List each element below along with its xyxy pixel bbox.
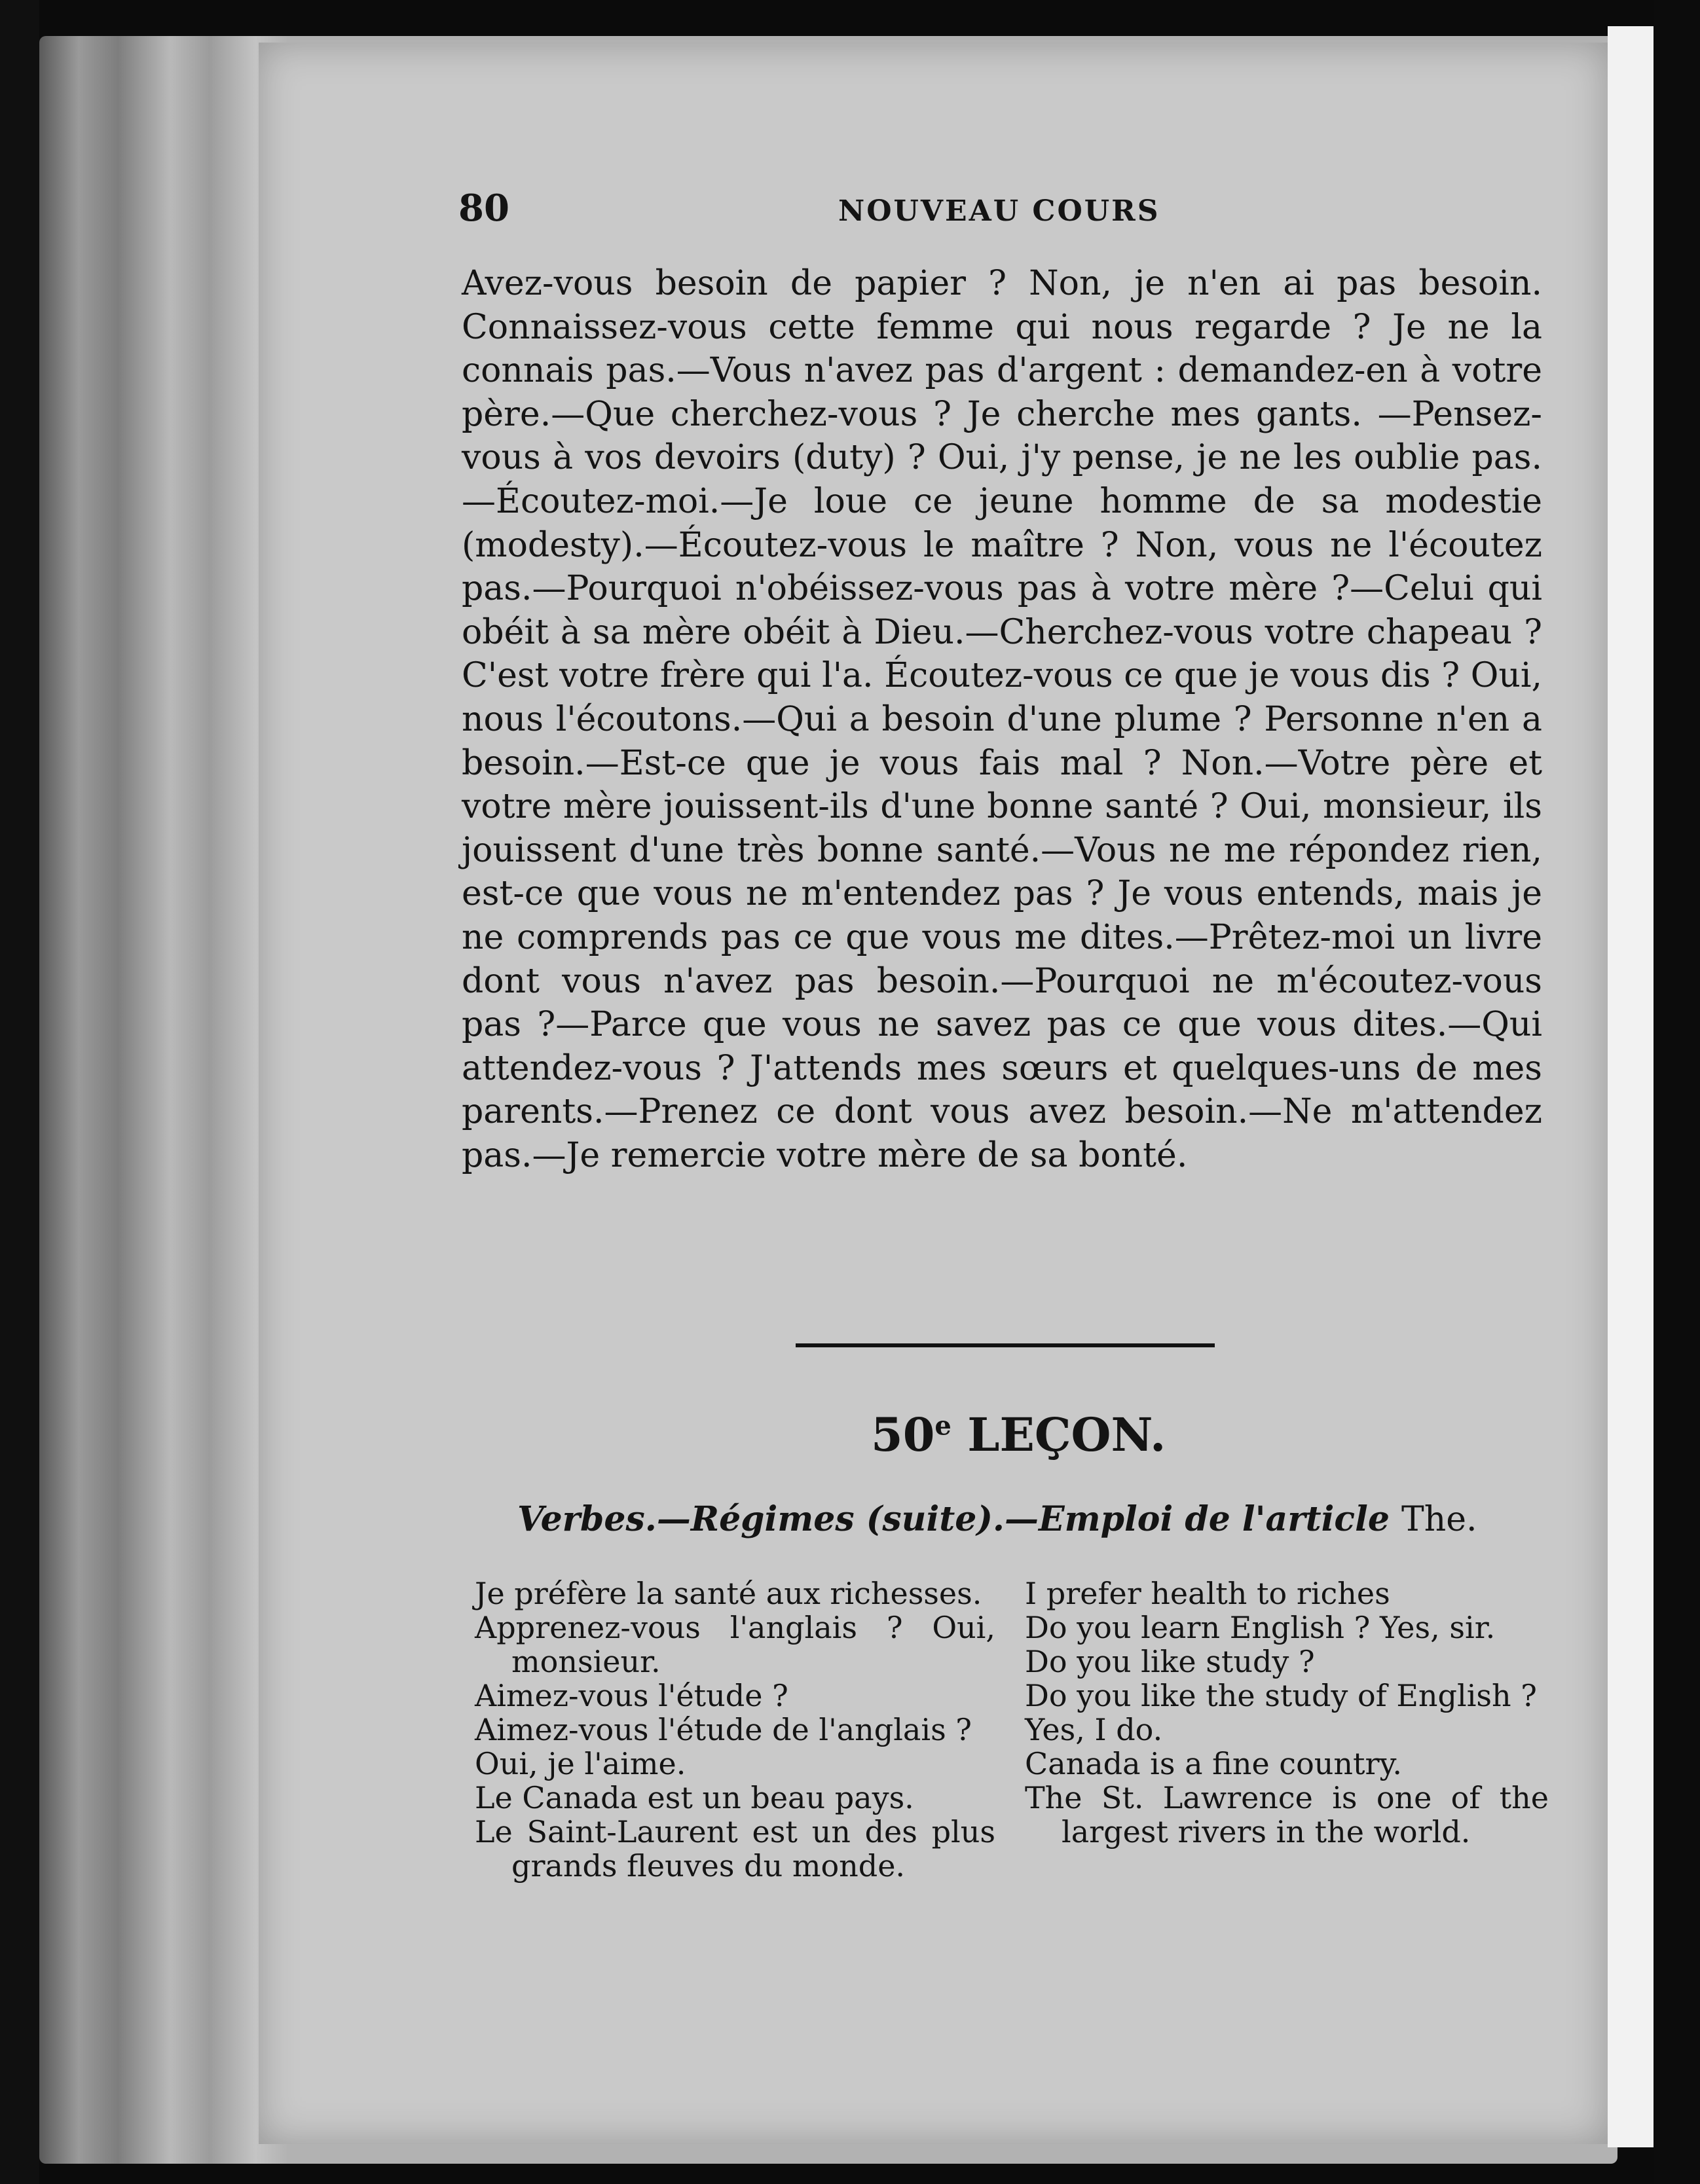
exercise-paragraph: Avez-vous besoin de papier ? Non, je n'en ai pas besoin. Connaissez-vous cette femme qui nous regarde ? Je ne la connais pas.—Vous n'avez pas d'argent : demandez-en à votre père.—Que cherchez-vous ? Je cherche mes gants. —Pensez-vous à vos devoirs (duty) ? Oui, j'y pense, je ne les oublie pas.—Écoutez-moi.—Je loue ce jeune homme de sa modestie (modesty).—Écoutez-vous le maître ? Non, vous ne l'écoutez pas.—Pourquoi n'obéissez-vous pas à votre mère ?—Celui qui obéit à sa mère obéit à Dieu.—Cherchez-vous votre chapeau ? C'est votre frère qui l'a. Écoutez-vous ce que je vous dis ? Oui, nous l'écoutons.—Qui a besoin d'une plume ? Personne n'en a besoin.—Est-ce que je vous fais mal ? Non.—Votre père et votre mère jouissent-ils d'une bonne santé ? Oui, monsieur, ils jouissent d'une très bonne santé.—Vous ne me répondez rien, est-ce que vous ne m'entendez pas ? Je vous entends, mais je ne comprends pas ce que vous me dites.—Prêtez-moi un livre dont vous n'avez pas besoin.—Pourquoi ne m'écoutez-vous pas ?—Parce que vous ne savez pas ce que vous dites.—Qui attendez-vous ? J'attends mes sœurs et quelques-uns de mes parents.—Prenez ce dont vous avez besoin.—Ne m'attendez pas.—Je remercie votre mère de sa bonté. xyxy=(462,264,1542,1175)
page-number: 80 xyxy=(458,187,509,230)
lesson-subtitle-word: The. xyxy=(1401,1500,1477,1539)
lesson-title xyxy=(871,1408,1166,1462)
vocab-fr-item: Le Saint-Laurent est un des plus grands fleuves du monde. xyxy=(475,1814,995,1884)
vocab-en-item: The St. Lawrence is one of the largest rivers in the world. xyxy=(1025,1780,1549,1849)
vocab-en-item: Yes, I do. xyxy=(1025,1712,1163,1747)
vocab-en-item: Do you like study ? xyxy=(1025,1644,1315,1679)
vocab-fr-item: Le Canada est un beau pays. xyxy=(475,1780,914,1815)
page-edge xyxy=(1608,26,1654,2147)
vocab-fr-item: Oui, je l'aime. xyxy=(475,1746,686,1781)
scan-border xyxy=(1654,0,1700,2184)
vocab-en-item: Do you like the study of English ? xyxy=(1025,1678,1537,1713)
lesson-subtitle-italic: Verbes.—Régimes (suite).—Emploi de l'article xyxy=(517,1499,1390,1539)
vocab-en-item: I prefer health to riches xyxy=(1025,1576,1390,1611)
vocab-en-item: Do you learn English ? Yes, sir. xyxy=(1025,1610,1496,1645)
vocabulary-french-column xyxy=(475,1576,995,1883)
lesson-word: LEÇON. xyxy=(967,1408,1166,1462)
vocab-fr-item: Aimez-vous l'étude ? xyxy=(475,1678,788,1713)
running-head: NOUVEAU COURS xyxy=(838,194,1160,228)
lesson-number: 50 xyxy=(871,1408,935,1462)
lesson-subtitle xyxy=(517,1499,1477,1539)
vocab-fr-item: Je préfère la santé aux richesses. xyxy=(475,1576,982,1611)
vocab-en-item: Canada is a fine country. xyxy=(1025,1746,1402,1781)
vocabulary-english-column xyxy=(1025,1576,1549,1849)
page-header xyxy=(458,187,1545,239)
vocab-fr-item: Aimez-vous l'étude de l'anglais ? xyxy=(475,1712,972,1747)
section-divider xyxy=(796,1343,1215,1347)
lesson-ordinal: e xyxy=(934,1410,952,1442)
vocab-fr-item: Apprenez-vous l'anglais ? Oui, monsieur. xyxy=(475,1610,995,1679)
book-spine xyxy=(0,0,39,2184)
